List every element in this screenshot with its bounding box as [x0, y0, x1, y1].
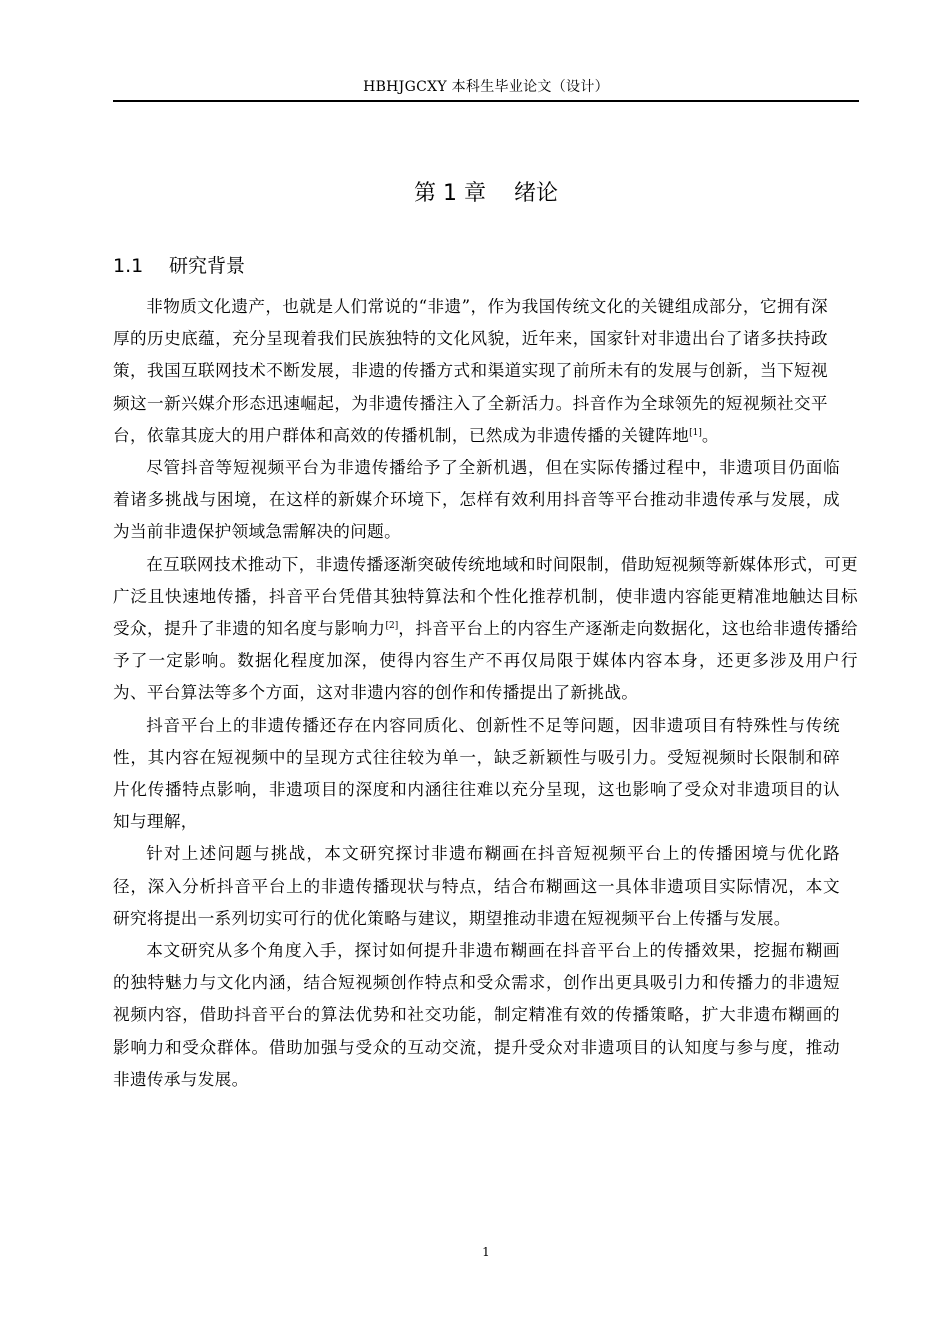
paragraph: 本文研究从多个角度入手，探讨如何提升非遗布糊画在抖音平台上的传播效果，挖掘布糊画的独特魅力与文化内涵，结合短视频创作特点和受众需求，创作出更具吸引力和传播力的非遗短视频内容，借助抖音平台的算法优势和社交功能，制定精准有效的传播策略，扩大非遗布糊画的影响力和受众群体。借助加强与受众的互动交流，提升受众对非遗项目的认知度与参与度，推动非遗传承与发展。: [113, 941, 840, 1089]
section-title: 研究背景: [169, 255, 246, 277]
header-divider: [113, 100, 859, 102]
paragraph: [113, 291, 828, 452]
paragraph: [113, 549, 858, 710]
paragraph-text: 非物质文化遗产，也就是人们常说的“非遗”，作为我国传统文化的关键组成部分，它拥有深厚的历史底蕴，充分呈现着我们民族独特的文化风貌，近年来，国家针对非遗出台了诸多扶持政策，我国互联网技术不断发展，非遗的传播方式和渠道实现了前所未有的发展与创新，当下短视频这一新兴媒介形态迅速崛起，为非遗传播注入了全新活力。抖音作为全球领先的短视频社交平台，依靠其庞大的用户群体和高效的传播机制，已然成为非遗传播的关键阵地: [113, 297, 828, 445]
citation-marker: [2]: [385, 621, 399, 632]
section-heading: [113, 250, 245, 282]
paragraph: 针对上述问题与挑战，本文研究探讨非遗布糊画在抖音短视频平台上的传播困境与优化路径，深入分析抖音平台上的非遗传播现状与特点，结合布糊画这一具体非遗项目实际情况，本文研究将提出一系列切实可行的优化策略与建议，期望推动非遗在短视频平台上传播与发展。: [113, 844, 840, 928]
page-number: 1: [482, 1245, 490, 1259]
chapter-title: 第 1 章 绪论: [414, 181, 558, 206]
paragraph-text: 在互联网技术推动下，非遗传播逐渐突破传统地域和时间限制，借助短视频等新媒体形式，可更广泛且快速地传播，抖音平台凭借其独特算法和个性化推荐机制，使非遗内容能更精准地触达目标受众，提升了非遗的知名度与影响力: [113, 554, 858, 639]
citation-marker: [1]: [689, 427, 702, 438]
paragraph-text: ，抖音平台上的内容生产逐渐走向数据化，这也给非遗传播给予了一定影响。数据化程度加深，使得内容生产不再仅局限于媒体内容本身，还更多涉及用户行为、平台算法等多个方面，这对非遗内容的创作和传播提出了新挑战。: [113, 619, 858, 703]
paragraph: 尽管抖音等短视频平台为非遗传播给予了全新机遇，但在实际传播过程中，非遗项目仍面临着诸多挑战与困境，在这样的新媒介环境下，怎样有效利用抖音等平台推动非遗传承与发展，成为当前非遗保护领域急需解决的问题。: [113, 458, 840, 542]
body-text: [113, 291, 858, 1096]
page-header: HBHJGCXY 本科生毕业论文（设计）: [363, 79, 609, 95]
paragraph: 抖音平台上的非遗传播还存在内容同质化、创新性不足等问题，因非遗项目有特殊性与传统性，其内容在短视频中的呈现方式往往较为单一，缺乏新颖性与吸引力。受短视频时长限制和碎片化传播特点影响，非遗项目的深度和内涵往往难以充分呈现，这也影响了受众对非遗项目的认知与理解，: [113, 715, 840, 832]
section-number: 1.1: [113, 255, 144, 277]
paragraph-text: 。: [701, 425, 719, 445]
